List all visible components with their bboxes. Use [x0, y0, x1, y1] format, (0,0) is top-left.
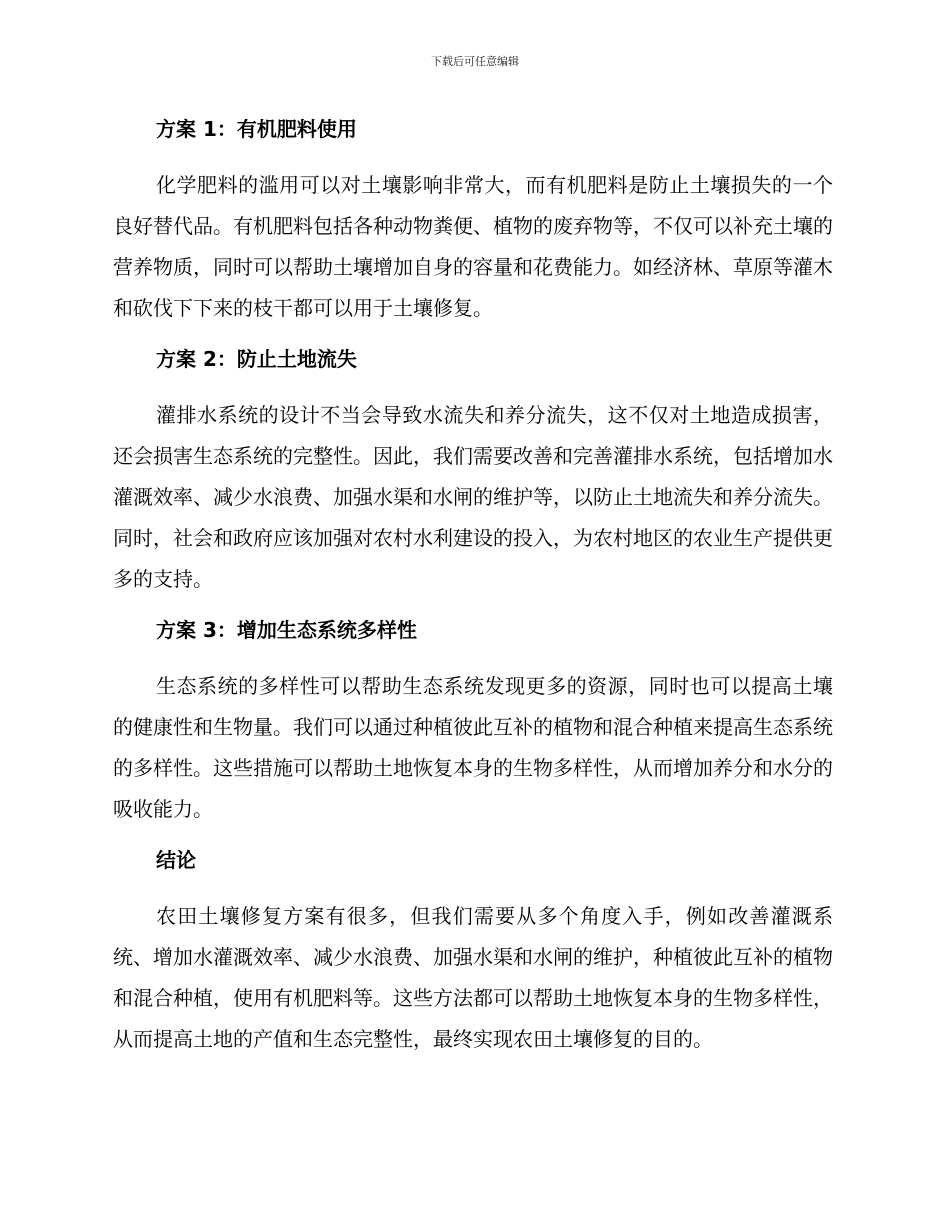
section-paragraph: 生态系统的多样性可以帮助生态系统发现更多的资源，同时也可以提高土壤的健康性和生物量。我们可以通过种植彼此互补的植物和混合种植来提高生态系统的多样性。这些措施可以帮助土地恢复本身的生物多样性，从而增加养分和水分的吸收能力。 — [113, 674, 833, 821]
section-prevent-land-loss — [113, 341, 833, 600]
page-header: 下载后可任意编辑 — [431, 55, 519, 68]
section-biodiversity — [113, 612, 833, 830]
section-heading: 方案 1：有机肥料使用 — [156, 117, 357, 141]
section-paragraph: 灌排水系统的设计不当会导致水流失和养分流失，这不仅对土地造成损害，还会损害生态系统的完整性。因此，我们需要改善和完善灌排水系统，包括增加水灌溉效率、减少水浪费、加强水渠和水闸的维护等，以防止土地流失和养分流失。同时，社会和政府应该加强对农村水利建设的投入，为农村地区的农业生产提供更多的支持。 — [113, 403, 833, 591]
section-heading: 方案 2：防止土地流失 — [156, 347, 357, 371]
section-heading: 结论 — [156, 848, 196, 872]
section-heading: 方案 3：增加生态系统多样性 — [156, 618, 417, 642]
section-conclusion — [113, 842, 833, 1060]
section-paragraph: 化学肥料的滥用可以对土壤影响非常大，而有机肥料是防止土壤损失的一个良好替代品。有机肥料包括各种动物粪便、植物的废弃物等，不仅可以补充土壤的营养物质，同时可以帮助土壤增加自身的容量和花费能力。如经济林、草原等灌木和砍伐下下来的枝干都可以用于土壤修复。 — [113, 173, 833, 320]
section-organic-fertilizer — [113, 111, 833, 329]
section-paragraph: 农田土壤修复方案有很多，但我们需要从多个角度入手，例如改善灌溉系统、增加水灌溉效率、减少水浪费、加强水渠和水闸的维护，种植彼此互补的植物和混合种植，使用有机肥料等。这些方法都可以帮助土地恢复本身的生物多样性，从而提高土地的产值和生态完整性，最终实现农田土壤修复的目的。 — [113, 904, 833, 1051]
document-body — [113, 111, 833, 1072]
